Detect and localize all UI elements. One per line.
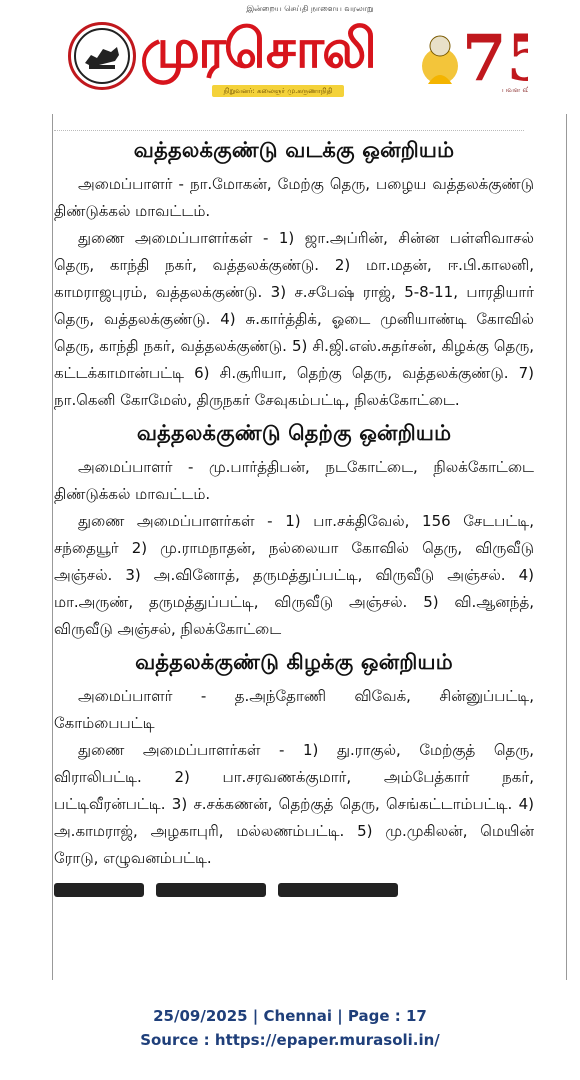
section-paragraph: துணை அமைப்பாளர்கள் - 1) ஜா.அப்ரின், சின்ன பள்ளிவாசல் தெரு, காந்தி நகர், வத்தலக்குண்டு. 2) மா.மதன், ஈ.பி.காலனி, காமராஜபுரம், வத்தலக்குண்டு. 3) ச.சபேஷ் ராஜ், 5-8-11, பாரதியார் தெரு, வத்தலக்குண்டு. 4) சு.கார்த்திக், ஓடை முனியாண்டி கோவில் தெரு, காந்தி நகர், வத்தலக்குண்டு. 5) சி.ஜி.எஸ்.சுதர்சன், கிழக்கு தெரு, கட்டக்காமான்பட்டி 6) சி.சூரியா, தெற்கு தெரு, வத்தலக்குண்டு. 7) நா.கெனி கோமேஸ், திருநகர் சேவுகம்பட்டி, நிலக்கோட்டை. — [54, 229, 534, 409]
founder-line: நிறுவனர்: கலைஞர் மு.கருணாநிதி — [212, 85, 344, 97]
masthead — [0, 0, 580, 110]
article-body — [54, 116, 534, 976]
section-east-union — [54, 647, 534, 872]
masthead-tagline: இன்றைய செய்தி நாளைய வரலாறு — [246, 4, 374, 13]
anniversary-75-logo — [418, 6, 528, 102]
article-right-border — [566, 114, 567, 980]
section-north-union — [54, 135, 534, 414]
party-emblem-logo — [68, 22, 136, 90]
section-paragraph: அமைப்பாளர் - த.அந்தோணி விவேக், சின்னுப்பட்டி, கோம்பைபட்டி — [54, 687, 534, 732]
section-south-union — [54, 418, 534, 643]
section-heading: வத்தலக்குண்டு வடக்கு ஒன்றியம் — [133, 138, 455, 162]
section-heading: வத்தலக்குண்டு கிழக்கு ஒன்றியம் — [135, 650, 453, 674]
page-footer — [0, 1004, 580, 1052]
section-paragraph: அமைப்பாளர் - நா.மோகன், மேற்கு தெரு, பழைய வத்தலக்குண்டு திண்டுக்கல் மாவட்டம். — [54, 175, 534, 220]
anniversary-number: 7 — [462, 21, 507, 96]
newspaper-title-logo: முரசொலி — [140, 17, 375, 80]
section-paragraph: அமைப்பாளர் - மு.பார்த்திபன், நடகோட்டை, நிலக்கோட்டை திண்டுக்கல் மாவட்டம். — [54, 458, 534, 503]
article-left-border — [52, 114, 53, 980]
section-heading: வத்தலக்குண்டு தெற்கு ஒன்றியம் — [136, 421, 452, 445]
anniversary-label: பவள வி — [502, 86, 528, 94]
footer-date-location-page: 25/09/2025 | Chennai | Page : 17 — [153, 1007, 427, 1025]
section-paragraph: துணை அமைப்பாளர்கள் - 1) பா.சக்திவேல், 156 சேடபட்டி, சந்தையூர் 2) மு.ராமநாதன், நல்லையா கோவில் தெரு, விருவீடு அஞ்சல். 3) அ.வினோத், தருமத்துப்பட்டி, விருவீடு அஞ்சல். 4) மா.அருண், தருமத்துப்பட்டி, விருவீடு அஞ்சல். 5) வி.ஆனந்த், விருவீடு அஞ்சல், நிலக்கோட்டை — [54, 512, 534, 638]
footer-source-link[interactable]: Source : https://epaper.murasoli.in/ — [140, 1031, 440, 1049]
section-paragraph: துணை அமைப்பாளர்கள் - 1) து.ராகுல், மேற்குத் தெரு, விராலிபட்டி. 2) பா.சரவணக்குமார், அம்பேத்கார் நகர், பட்டிவீரன்பட்டி. 3) ச.சக்கணன், தெற்குத் தெரு, செங்கட்டாம்பட்டி. 4) அ.காமராஜ், அழகாபுரி, மல்லணம்பட்டி. 5) மு.முகிலன், மெயின் ரோடு, எழுவனம்பட்டி. — [54, 741, 534, 867]
clipped-top-line — [54, 116, 524, 131]
clipped-next-heading — [54, 882, 534, 902]
